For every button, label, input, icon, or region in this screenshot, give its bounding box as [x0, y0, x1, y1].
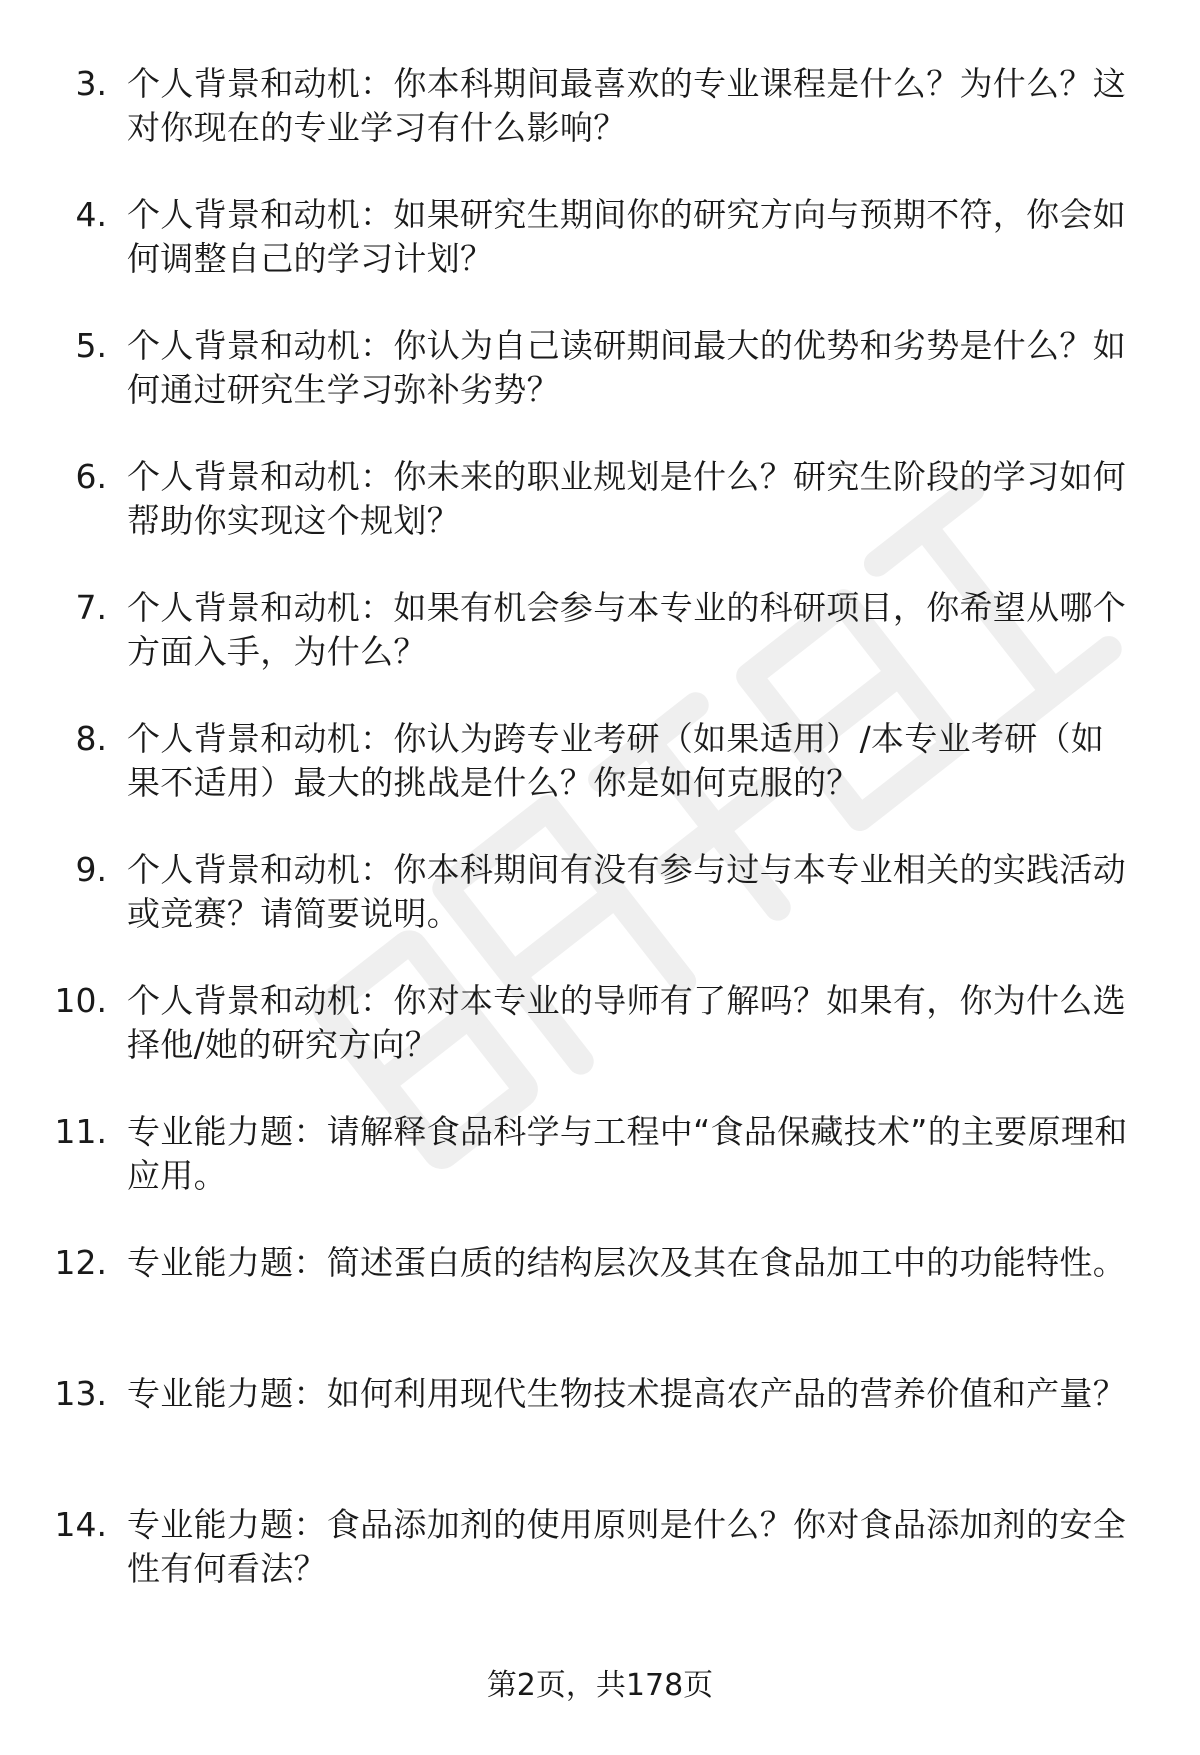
question-number: 4. — [75, 195, 107, 234]
question-text: 专业能力题：请解释食品科学与工程中“食品保藏技术”的主要原理和应用。 — [127, 1112, 1128, 1195]
question-number: 12. — [54, 1243, 107, 1282]
page-indicator: 第2页，共178页 — [486, 1668, 714, 1703]
question-item — [0, 62, 1200, 193]
question-list — [0, 62, 1200, 1634]
question-text: 专业能力题：如何利用现代生物技术提高农产品的营养价值和产量？ — [127, 1374, 1126, 1413]
question-number: 13. — [54, 1374, 107, 1413]
question-number: 6. — [75, 457, 107, 496]
question-text: 个人背景和动机：如果有机会参与本专业的科研项目，你希望从哪个方面入手，为什么？ — [127, 588, 1126, 671]
question-item — [0, 1372, 1200, 1503]
question-number: 9. — [75, 850, 107, 889]
question-number: 10. — [54, 981, 107, 1020]
question-item — [0, 455, 1200, 586]
question-item — [0, 1241, 1200, 1372]
question-text: 个人背景和动机：你认为跨专业考研（如果适用）/本专业考研（如果不适用）最大的挑战是什么？你是如何克服的？ — [127, 719, 1105, 802]
question-item — [0, 1503, 1200, 1634]
question-text: 个人背景和动机：你未来的职业规划是什么？研究生阶段的学习如何帮助你实现这个规划？ — [127, 457, 1126, 540]
question-number: 3. — [75, 64, 107, 103]
question-text: 个人背景和动机：你对本专业的导师有了解吗？如果有，你为什么选择他/她的研究方向？ — [127, 981, 1126, 1064]
question-text: 专业能力题：简述蛋白质的结构层次及其在食品加工中的功能特性。 — [127, 1243, 1126, 1282]
question-number: 5. — [75, 326, 107, 365]
question-number: 7. — [75, 588, 107, 627]
question-item — [0, 586, 1200, 717]
question-item — [0, 979, 1200, 1110]
question-item — [0, 324, 1200, 455]
question-number: 8. — [75, 719, 107, 758]
question-text: 专业能力题：食品添加剂的使用原则是什么？你对食品添加剂的安全性有何看法？ — [127, 1505, 1126, 1588]
question-number: 14. — [54, 1505, 107, 1544]
question-item — [0, 193, 1200, 324]
question-item — [0, 717, 1200, 848]
question-text: 个人背景和动机：你本科期间有没有参与过与本专业相关的实践活动或竞赛？请简要说明。 — [127, 850, 1126, 933]
question-item — [0, 848, 1200, 979]
question-item — [0, 1110, 1200, 1241]
question-text: 个人背景和动机：你认为自己读研期间最大的优势和劣势是什么？如何通过研究生学习弥补劣势？ — [127, 326, 1126, 409]
question-text: 个人背景和动机：你本科期间最喜欢的专业课程是什么？为什么？这对你现在的专业学习有什么影响？ — [127, 64, 1126, 147]
question-number: 11. — [54, 1112, 107, 1151]
question-text: 个人背景和动机：如果研究生期间你的研究方向与预期不符，你会如何调整自己的学习计划？ — [127, 195, 1126, 278]
